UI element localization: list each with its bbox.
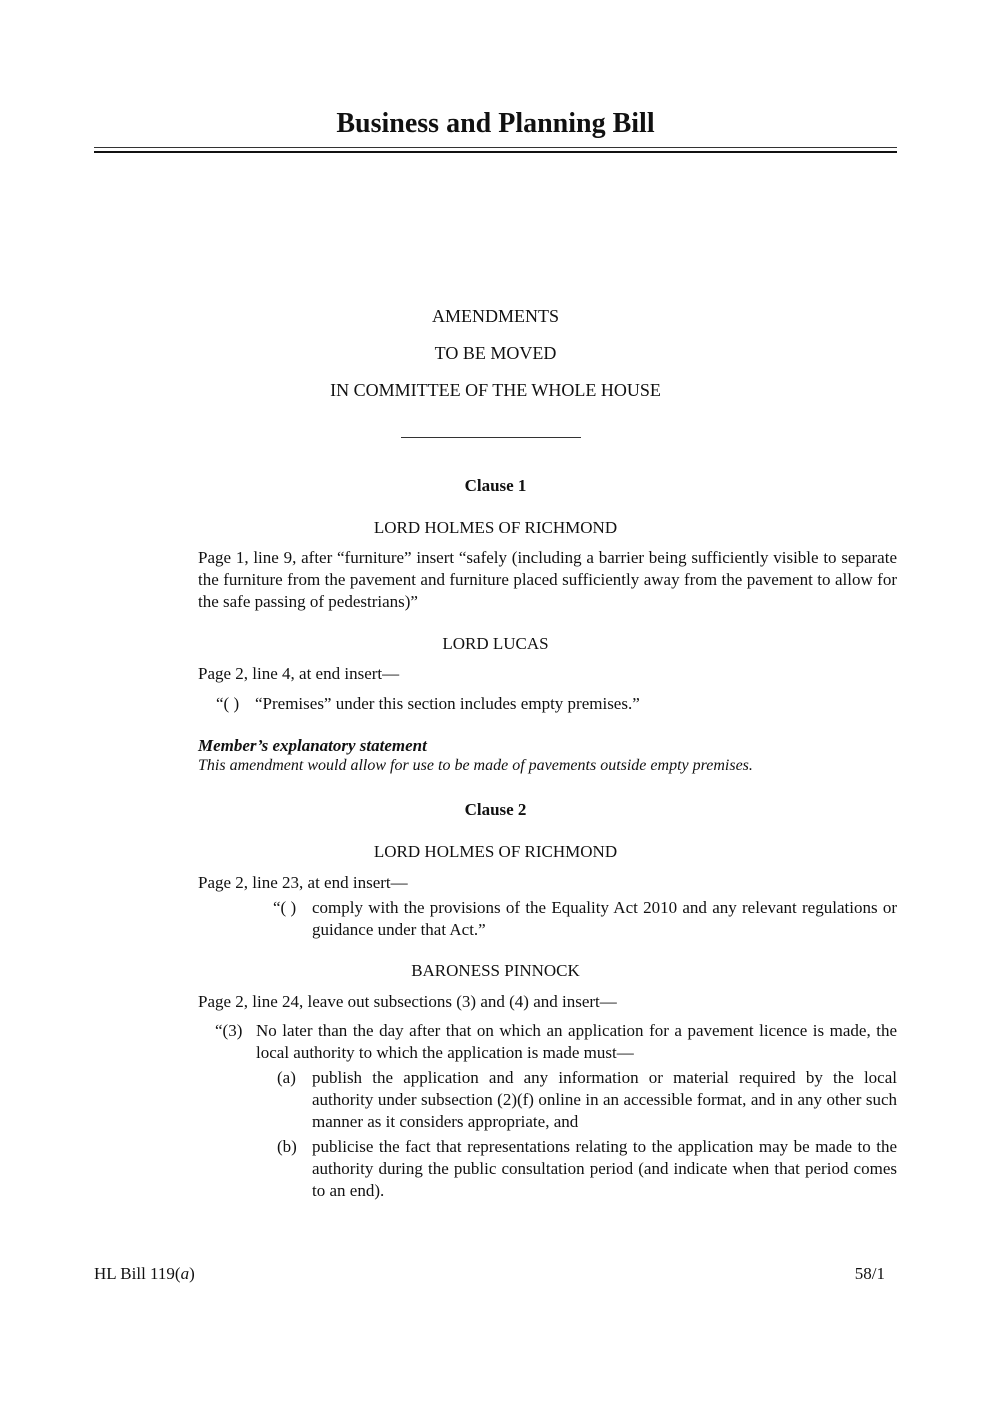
heading-committee: IN COMMITTEE OF THE WHOLE HOUSE bbox=[330, 380, 661, 400]
insert-number: “( ) bbox=[273, 898, 297, 917]
paragraph-b bbox=[277, 1136, 897, 1202]
insert-body: comply with the provisions of the Equality Act 2010 and any relevant regulations or guidance under that Act.” bbox=[312, 898, 897, 939]
member-name: LORD LUCAS bbox=[442, 634, 549, 653]
clause-1-heading: Clause 1 bbox=[464, 476, 527, 495]
member-name: LORD HOLMES OF RICHMOND bbox=[373, 518, 618, 537]
title-rule-thin bbox=[94, 147, 897, 148]
heading-amendments: AMENDMENTS bbox=[431, 306, 559, 326]
insert-body: “Premises” under this section includes empty premises.” bbox=[255, 694, 640, 713]
bill-ref-suffix: ) bbox=[189, 1264, 195, 1283]
heading-to-be-moved: TO BE MOVED bbox=[434, 343, 557, 363]
document-title: Business and Planning Bill bbox=[336, 108, 655, 139]
inserted-text bbox=[273, 897, 897, 941]
insert-number: “( ) bbox=[216, 694, 240, 713]
bill-reference bbox=[94, 1264, 195, 1284]
bill-ref-prefix: HL Bill 119( bbox=[94, 1264, 181, 1283]
subsection-3 bbox=[215, 1020, 897, 1064]
subsection-body: No later than the day after that on which an application for a pavement licence is made, the local authority to which the application is made must— bbox=[256, 1021, 897, 1062]
paragraph-number: (a) bbox=[277, 1068, 296, 1087]
paragraph-body: publicise the fact that representations relating to the application may be made to the authority during the public consultation period (and indicate when that period comes to an end). bbox=[312, 1137, 897, 1200]
amendment-text: Page 2, line 24, leave out subsections (3) and (4) and insert— bbox=[198, 992, 617, 1011]
bill-ref-italic: a bbox=[180, 1264, 190, 1283]
paragraph-body: publish the application and any information or material required by the local authority under subsection (2)(f) online in an accessible format, and in any other such manner as it considers appropriate, and bbox=[312, 1068, 897, 1131]
page-reference: 58/1 bbox=[854, 1264, 885, 1283]
amendment-text: Page 2, line 23, at end insert— bbox=[198, 873, 408, 892]
amendment-text: Page 1, line 9, after “furniture” insert “safely (including a barrier being sufficiently visible to separate the furniture from the pavement and furniture placed sufficiently away from the pavement to allow for the safe passing of pedestrians)” bbox=[198, 548, 897, 611]
amendment-text: Page 2, line 4, at end insert— bbox=[198, 664, 400, 683]
member-name: BARONESS PINNOCK bbox=[411, 961, 580, 980]
section-divider bbox=[401, 437, 581, 438]
clause-2-heading: Clause 2 bbox=[464, 800, 527, 819]
explanatory-statement-text: This amendment would allow for use to be made of pavements outside empty premises. bbox=[198, 757, 753, 774]
title-rule-thick bbox=[94, 151, 897, 153]
explanatory-statement-heading: Member’s explanatory statement bbox=[198, 736, 427, 755]
paragraph-a bbox=[277, 1067, 897, 1133]
member-name: LORD HOLMES OF RICHMOND bbox=[373, 842, 618, 861]
inserted-text bbox=[216, 693, 897, 715]
paragraph-number: (b) bbox=[277, 1137, 297, 1156]
subsection-number: “(3) bbox=[215, 1021, 243, 1040]
